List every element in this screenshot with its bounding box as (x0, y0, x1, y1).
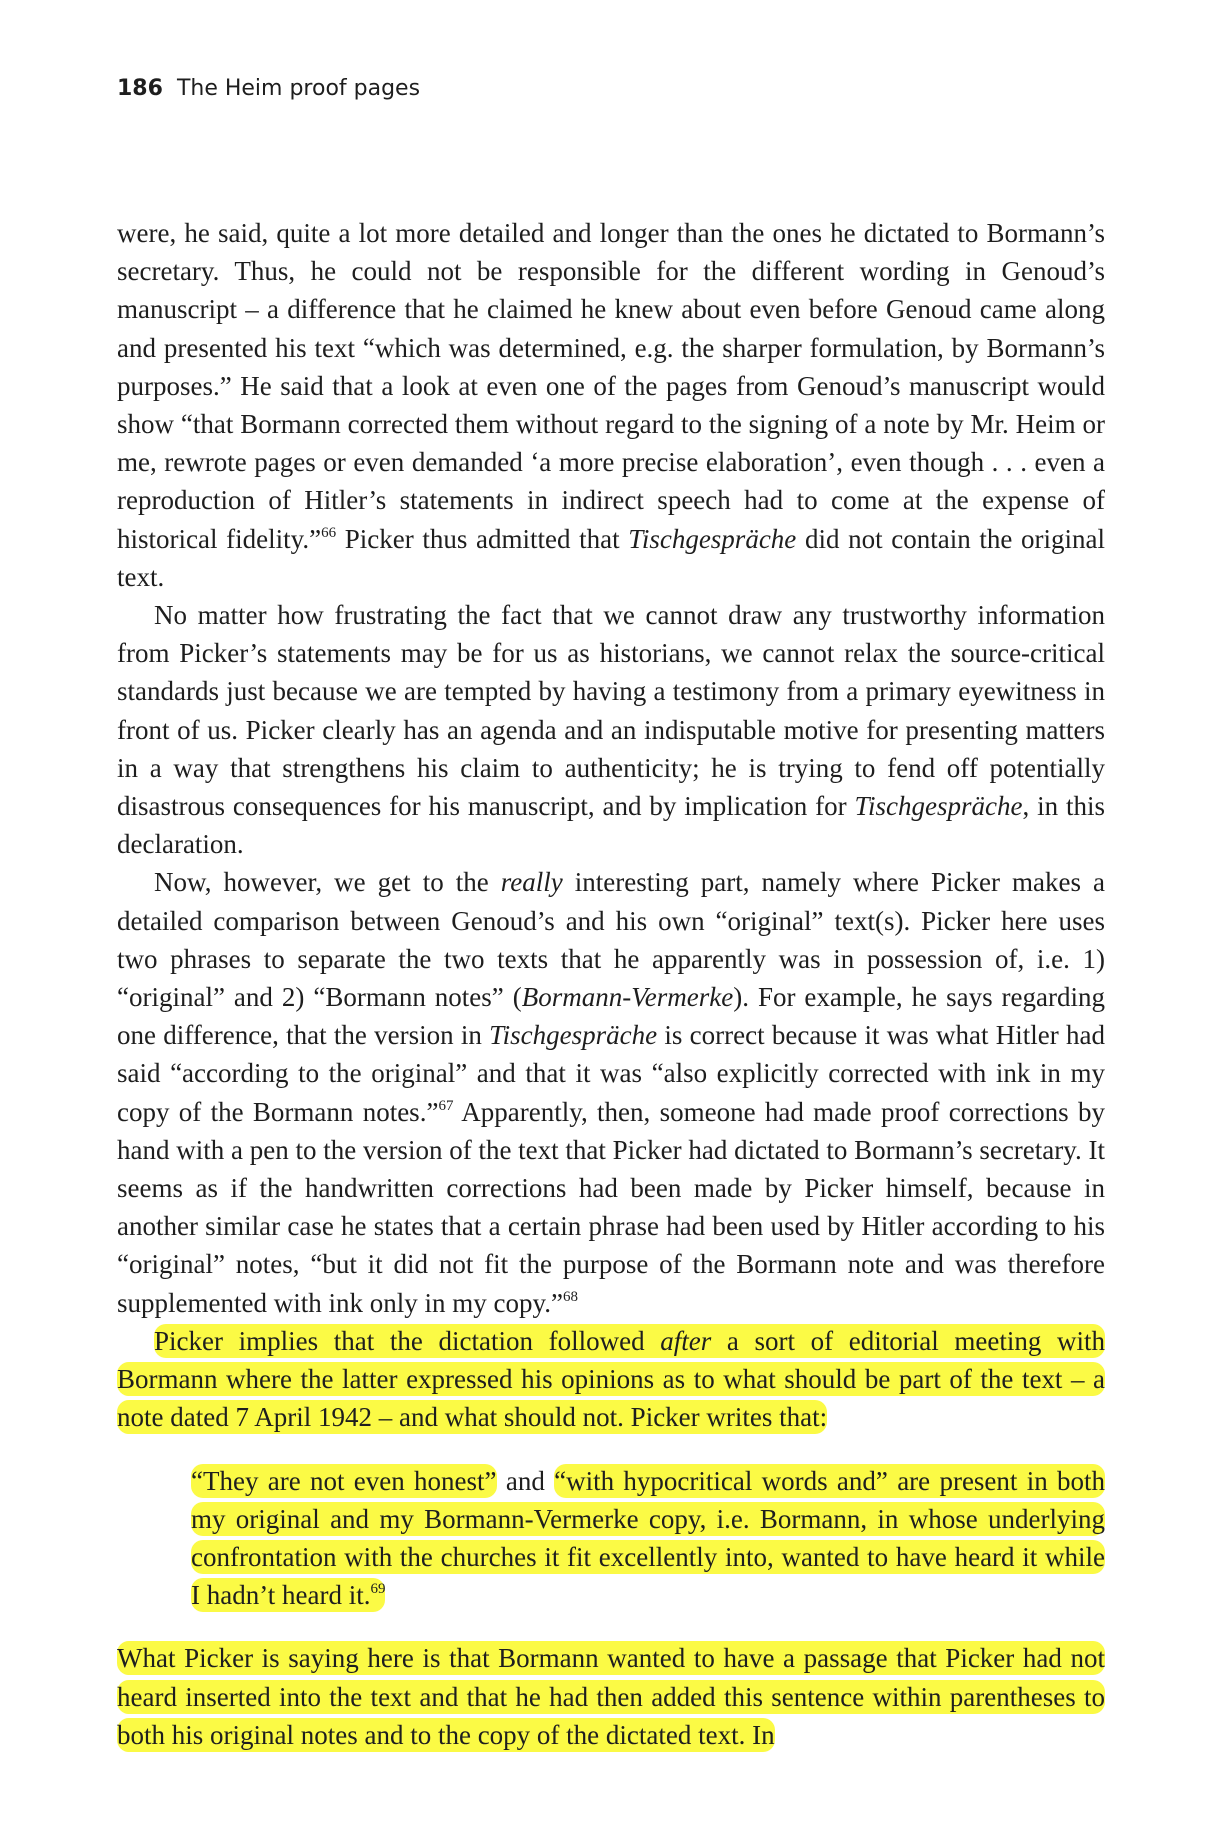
text-run: Now, however, we get to the (154, 867, 501, 898)
paragraph-3 (117, 863, 1105, 1321)
running-header (117, 74, 1105, 110)
text-run: interesting part, namely where Picker makes a detailed comparison between Genoud’s and his own “original” text(s). Picker here uses two phrases to separate the two texts that he apparently was in possession of, i.e. 1) “original” and 2) “Bormann notes” ( (117, 867, 1105, 1013)
highlight: What Picker is saying here is that Bormann wanted to have a passage that Picker had not heard inserted into the text and that he had then added this sentence within parentheses to both his original notes and to the copy of the dictated text. In (117, 1643, 1105, 1750)
footnote-ref-68[interactable]: 68 (562, 1288, 578, 1305)
italic-term: Bormann-Vermerke (521, 982, 734, 1013)
text-run: are present in both my original and my Bormann-Vermerke copy, i.e. Bormann, in whose underlying confrontation with the churches it fit excellently into, wanted to have heard it while I hadn’t heard it. (191, 1465, 1106, 1611)
italic-word: really (500, 867, 563, 898)
highlight (117, 1324, 1105, 1434)
text-run: and (496, 1465, 555, 1496)
paragraph-5-highlighted (117, 1639, 1105, 1754)
block-quote-highlighted (117, 1462, 1105, 1615)
body-text (117, 214, 1105, 1754)
italic-word: after (660, 1325, 712, 1356)
paragraph-1 (117, 214, 1105, 596)
footnote-ref-66[interactable]: 66 (321, 524, 337, 541)
footnote-ref-67[interactable]: 67 (438, 1097, 454, 1114)
text-run: ). For example, he says regarding one difference, that the version in (117, 982, 1106, 1051)
text-run: Apparently, then, someone had made proof corrections by hand with a pen to the version of the text that Picker had dictated to Bormann’s secretary. It seems as if the handwritten corrections had been made by Picker himself, because in another similar case he states that a certain phrase had been used by Hitler according to his “original” notes, “but it did not fit the purpose of the Bormann note and was therefore supplemented with ink only in my copy.” (117, 1096, 1105, 1318)
text-run: did not contain the original text. (117, 523, 1105, 592)
highlight: “They are not even honest” (191, 1465, 497, 1496)
text-run: No matter how frustrating the fact that we cannot draw any trustworthy information from Picker’s statements may be for us as historians, we cannot relax the source-critical standards just because we are tempted by having a testimony from a primary eyewitness in front of us. Picker clearly has an agenda and an indisputable motive for presenting matters in a way that strengthens his claim to authenticity; he is trying to fend off potentially disastrous consequences for his manuscript, and by implication for (117, 600, 1105, 822)
paragraph-2 (117, 596, 1105, 863)
text-run: is correct because it was what Hitler had said “according to the original” and that it was “also explicitly corrected with ink in my copy of the Bormann notes.” (117, 1020, 1105, 1127)
text-run: a sort of editorial meeting with Bormann where the latter expressed his opinions as to what should be part of the text – a note dated 7 April 1942 – and what should not. Picker writes that: (117, 1325, 1105, 1433)
italic-title: Tischgespräche (854, 791, 1023, 822)
italic-title: Tischgespräche (489, 1020, 658, 1051)
text-run: were, he said, quite a lot more detailed and longer than the ones he dictated to Bormann’s secretary. Thus, he could not be responsible for the different wording in Genoud’s manuscript – a difference that he claimed he knew about even before Genoud came along and presented his text “which was determined, e.g. the sharper formulation, by Bormann’s purposes.” He said that a look at even one of the pages from Genoud’s manuscript would show “that Bormann corrected them without regard to the signing of a note by Mr. Heim or me, rewrote pages or even demanded ‘a more precise elaboration’, even though . . . even a reproduction of Hitler’s statements in indirect speech had to come at the expense of historical fidelity.” (117, 218, 1105, 554)
text-run: “with hypocritical words and” (554, 1465, 888, 1496)
italic-title: Tischgespräche (628, 523, 797, 554)
page-number: 186 (117, 76, 163, 101)
footnote-ref-69[interactable]: 69 (370, 1581, 386, 1598)
paragraph-4-highlighted (117, 1322, 1105, 1437)
text-run: Picker thus admitted that (336, 523, 629, 554)
text-run: Picker implies that the dictation followed (154, 1325, 661, 1356)
running-title: The Heim proof pages (176, 76, 421, 101)
text-run: , in this declaration. (117, 791, 1105, 860)
